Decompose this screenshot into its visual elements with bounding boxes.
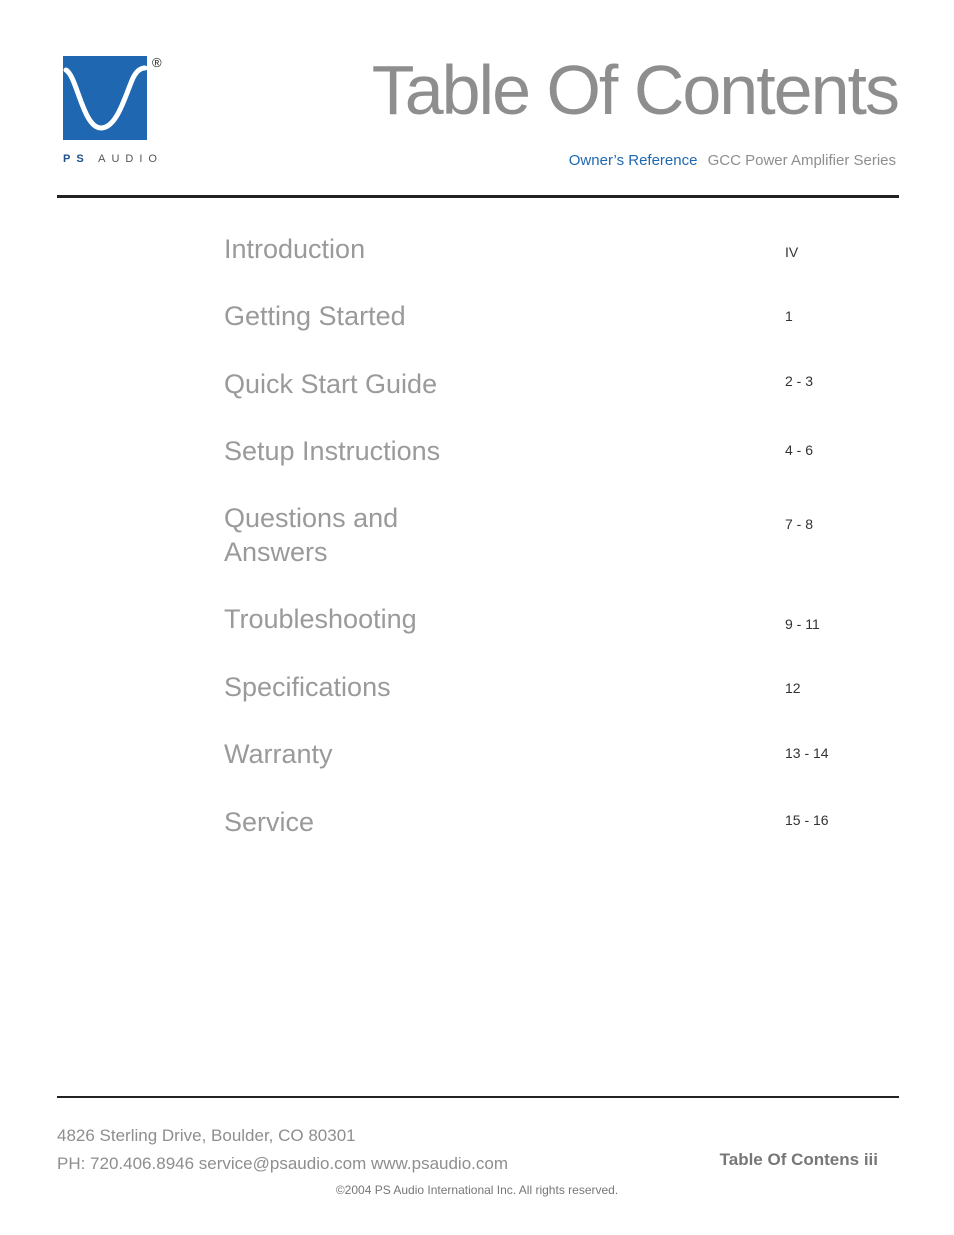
footer-page-label: Table Of Contens iii bbox=[719, 1150, 878, 1169]
sine-wave-icon bbox=[63, 56, 147, 140]
brand-ps: PS bbox=[63, 153, 90, 165]
toc-page-service: 15 - 16 bbox=[785, 812, 829, 828]
toc-page-introduction: IV bbox=[785, 244, 799, 260]
toc-page-getting-started: 1 bbox=[785, 308, 793, 324]
toc-page-specifications: 12 bbox=[785, 680, 801, 696]
toc-page-setup-instructions: 4 - 6 bbox=[785, 442, 814, 458]
toc-entry-introduction[interactable]: Introduction bbox=[224, 234, 366, 264]
toc-page-questions-and-answers: 7 - 8 bbox=[785, 516, 814, 532]
footer-contact: PH: 720.406.8946 service@psaudio.com www.psaudio.com bbox=[57, 1154, 508, 1173]
brand-audio: AUDIO bbox=[98, 153, 163, 165]
footer-address: 4826 Sterling Drive, Boulder, CO 80301 bbox=[57, 1126, 356, 1145]
owners-reference-label: Owner’s Reference bbox=[568, 152, 698, 169]
toc-page-quick-start-guide: 2 - 3 bbox=[785, 373, 814, 389]
toc-entry-troubleshooting[interactable]: Troubleshooting bbox=[224, 604, 417, 634]
toc-entry-getting-started[interactable]: Getting Started bbox=[224, 301, 406, 331]
toc-page-warranty: 13 - 14 bbox=[785, 745, 829, 761]
footer-copyright: ©2004 PS Audio International Inc. All rights reserved. bbox=[335, 1183, 619, 1197]
toc-entry-service[interactable]: Service bbox=[224, 807, 315, 837]
series-label: GCC Power Amplifier Series bbox=[707, 152, 896, 169]
toc-page-troubleshooting: 9 - 11 bbox=[785, 616, 820, 632]
ps-audio-logo bbox=[63, 56, 147, 140]
document-subtitle bbox=[569, 152, 896, 169]
toc-entry-setup-instructions[interactable]: Setup Instructions bbox=[224, 436, 441, 466]
header-divider bbox=[57, 195, 899, 198]
toc-entry-quick-start-guide[interactable]: Quick Start Guide bbox=[224, 369, 438, 399]
footer-divider bbox=[57, 1096, 899, 1098]
toc-entry-warranty[interactable]: Warranty bbox=[224, 739, 333, 769]
toc-entry-questions-and-answers[interactable]: Questions and Answers bbox=[224, 503, 399, 567]
page-title: Table Of Contents bbox=[371, 51, 898, 129]
toc-entry-specifications[interactable]: Specifications bbox=[224, 672, 391, 702]
registered-mark: ® bbox=[152, 55, 162, 70]
brand-wordmark bbox=[63, 153, 163, 165]
